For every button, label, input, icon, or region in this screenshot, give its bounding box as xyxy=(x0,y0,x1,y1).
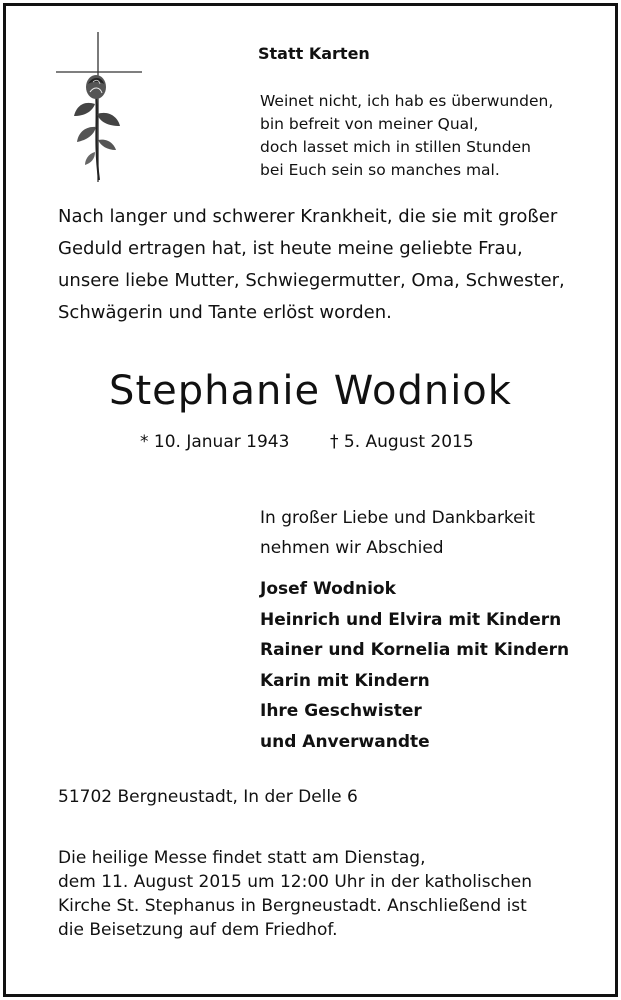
mourners-list xyxy=(260,574,569,757)
deceased-name: Stephanie Wodniok xyxy=(109,368,512,414)
poem-line: bei Euch sein so manches mal. xyxy=(260,161,500,179)
service-line: die Beisetzung auf dem Friedhof. xyxy=(58,920,338,940)
service-line: Die heilige Messe findet statt am Dienstag, xyxy=(58,848,426,868)
death-date: † 5. August 2015 xyxy=(330,432,474,452)
intro-line: Schwägerin und Tante erlöst worden. xyxy=(58,302,392,323)
intro-line: Nach langer und schwerer Krankheit, die sie mit großer xyxy=(58,206,558,227)
service-line: dem 11. August 2015 um 12:00 Uhr in der katholischen xyxy=(58,872,532,892)
cross-with-rose-icon xyxy=(52,32,144,182)
address: 51702 Bergneustadt, In der Delle 6 xyxy=(58,787,358,807)
heading-statt-karten: Statt Karten xyxy=(258,44,370,63)
farewell-line: nehmen wir Abschied xyxy=(260,538,444,558)
poem-line: doch lasset mich in stillen Stunden xyxy=(260,138,531,156)
mourner-item: Josef Wodniok xyxy=(260,579,396,599)
intro-line: unsere liebe Mutter, Schwiegermutter, Oma, Schwester, xyxy=(58,270,565,291)
mourner-item: Karin mit Kindern xyxy=(260,670,430,691)
mourner-item: und Anverwandte xyxy=(260,731,430,752)
service-line: Kirche St. Stephanus in Bergneustadt. Anschließend ist xyxy=(58,896,527,916)
poem xyxy=(260,90,553,182)
poem-line: Weinet nicht, ich hab es überwunden, xyxy=(260,92,554,110)
farewell-line: In großer Liebe und Dankbarkeit xyxy=(260,508,536,528)
intro-text xyxy=(58,201,565,329)
farewell-text xyxy=(260,503,535,563)
intro-line: Geduld ertragen hat, ist heute meine geliebte Frau, xyxy=(58,238,523,259)
mourner-item: Heinrich und Elvira mit Kindern xyxy=(260,609,562,630)
service-info xyxy=(58,846,532,942)
poem-line: bin befreit von meiner Qual, xyxy=(260,115,479,133)
mourner-item: Ihre Geschwister xyxy=(260,701,422,721)
mourner-item: Rainer und Kornelia mit Kindern xyxy=(260,640,570,660)
birth-date: * 10. Januar 1943 xyxy=(140,432,290,452)
